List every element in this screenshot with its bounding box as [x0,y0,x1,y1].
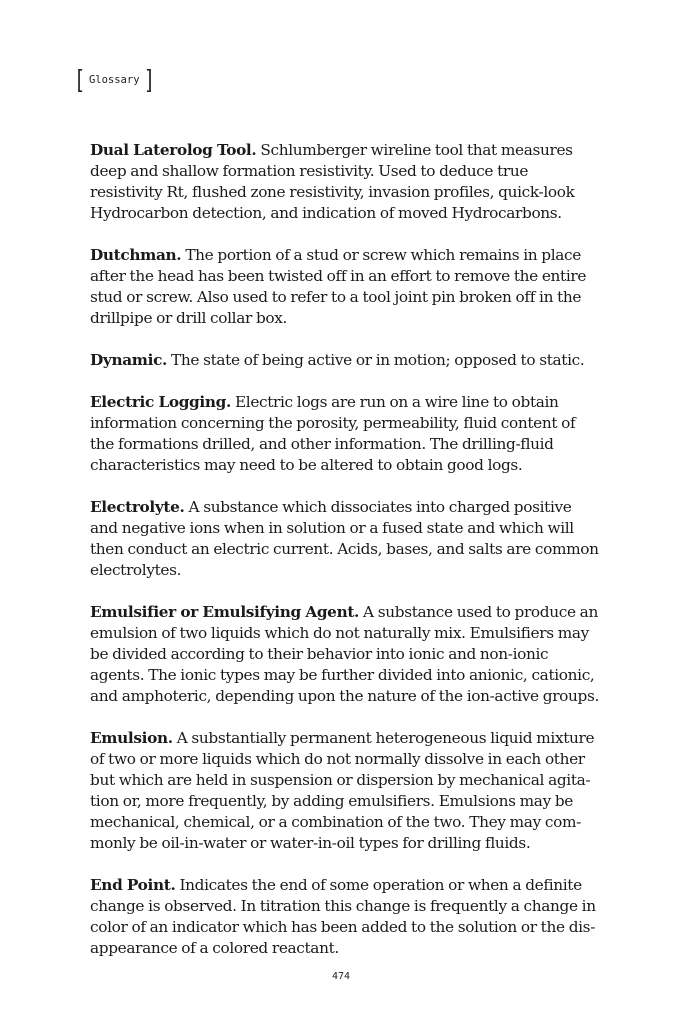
entry-term: Dual Laterolog Tool. [90,141,257,159]
entry-term: Electrolyte. [90,498,185,516]
entry-definition: The portion of a stud or screw which remains in place after the head has been twisted off in an effort to remove the entire stud or screw. Also used to refer to a tool joint pin broken off in the drillpipe or drill collar box. [90,246,587,327]
entry-definition: A substantially permanent heterogeneous liquid mixture of two or more liquids which do not normally dissolve in each other but which are held in suspension or dispersion by mechanical agitation or, more frequently, by adding emulsifiers. Emulsions may be mechanical, chemical, or a combination of the two. They may commonly be oil-in-water or water-in-oil types for drilling fluids. [90,729,595,852]
glossary-entry [90,140,600,224]
entry-term: Dynamic. [90,351,168,369]
entry-term: End Point. [90,876,176,894]
entry-term: Emulsion. [90,729,173,747]
glossary-entry [90,497,600,581]
entry-definition: Schlumberger wireline tool that measures deep and shallow formation resistivity. Used to deduce true resistivity Rt, flushed zone resistivity, invasion profiles, quick-look Hydrocarbon detection, and indication of moved Hydrocarbons. [90,141,575,222]
running-header [76,66,152,92]
entry-term: Dutchman. [90,246,182,264]
header-close-bracket: ] [146,64,152,93]
header-label: Glossary [88,74,140,86]
header-open-bracket: [ [76,64,83,93]
entry-term: Electric Logging. [90,393,231,411]
glossary-entry [90,350,600,371]
page-number: 474 [331,971,351,982]
entry-definition: A substance which dissociates into charged positive and negative ions when in solution or a fused state and which will then conduct an electric current. Acids, bases, and salts are common electrolytes. [90,498,599,579]
glossary-entries [90,140,600,980]
entry-definition: A substance used to produce an emulsion of two liquids which do not naturally mix. Emulsifiers may be divided according to their behavior into ionic and non-ionic agents. The ionic types may be further divided into anionic, cationic, and amphoteric, depending upon the nature of the ion-active groups. [90,603,599,705]
glossary-entry [90,392,600,476]
entry-definition: Electric logs are run on a wire line to obtain information concerning the porosity, permeability, fluid content of the formations drilled, and other information. The drilling-fluid characteristics may need to be altered to obtain good logs. [90,393,576,474]
entry-term: Emulsifier or Emulsifying Agent. [90,603,360,621]
glossary-entry [90,245,600,329]
entry-definition: Indicates the end of some operation or when a definite change is observed. In titration this change is frequently a change in color of an indicator which has been added to the solution or the disappearance of a colored reactant. [90,876,596,957]
entry-definition: The state of being active or in motion; opposed to static. [171,351,585,369]
glossary-entry [90,875,600,959]
glossary-entry [90,602,600,707]
glossary-entry [90,728,600,854]
